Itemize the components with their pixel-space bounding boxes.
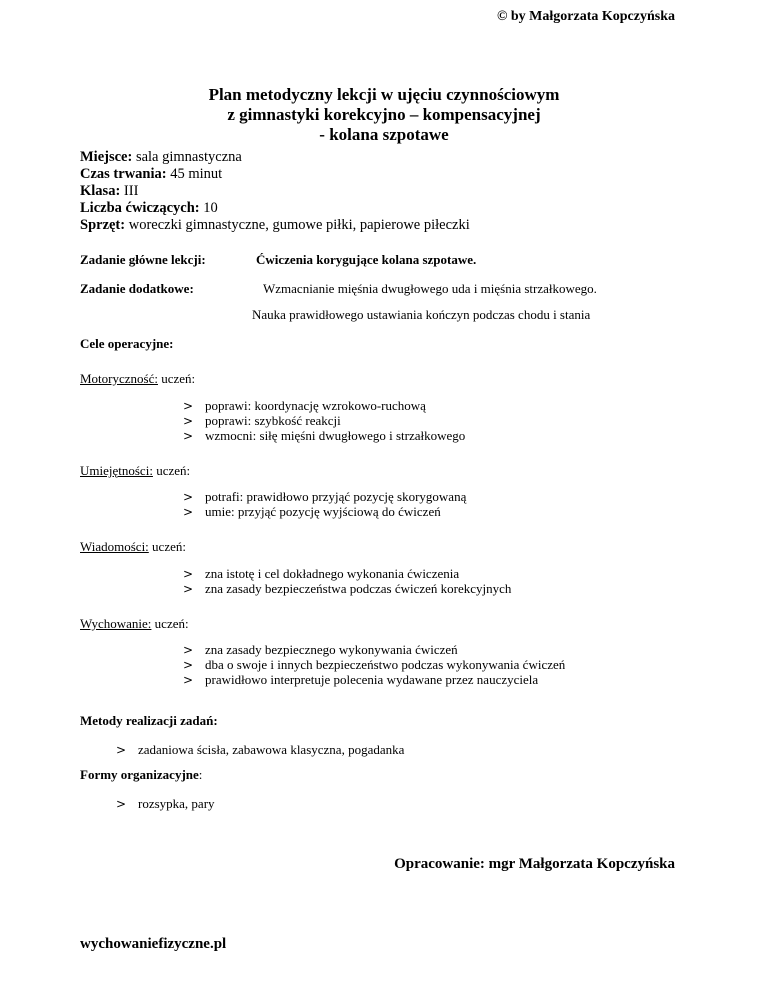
list-item-text: prawidłowo interpretuje polecenia wydawane przez nauczyciela	[205, 672, 539, 687]
info-value: 45 minut	[166, 166, 223, 182]
info-value: woreczki gimnastyczne, gumowe piłki, papierowe piłeczki	[125, 217, 470, 233]
group-motor-heading	[80, 371, 195, 387]
extra-task-value-2: Nauka prawidłowego ustawiania kończyn podczas chodu i stania	[252, 307, 591, 322]
list-item-text: poprawi: szybkość reakcji	[205, 413, 341, 428]
title-line-2: z gimnastyki korekcyjno – kompensacyjnej	[227, 105, 541, 124]
info-label: Czas trwania:	[80, 166, 167, 182]
bullet-arrow-icon: >	[183, 505, 194, 519]
list-item	[183, 413, 341, 429]
main-task-label: Zadanie główne lekcji:	[80, 252, 206, 267]
info-label: Sprzęt:	[80, 217, 126, 233]
list-item-text: potrafi: prawidłowo przyjąć pozycję skorygowaną	[205, 489, 467, 504]
info-label: Klasa:	[80, 183, 121, 199]
list-item	[183, 672, 538, 688]
list-item-text: zadaniowa ścisła, zabawowa klasyczna, pogadanka	[138, 742, 405, 757]
info-label: Liczba ćwiczących:	[80, 200, 200, 216]
info-duration	[80, 166, 222, 183]
list-item-text: dba o swoje i innych bezpieczeństwo podczas wykonywania ćwiczeń	[205, 657, 566, 672]
list-item	[183, 398, 426, 414]
info-value: III	[120, 183, 139, 199]
list-item	[183, 428, 465, 444]
author-signature: Opracowanie: mgr Małgorzata Kopczyńska	[394, 856, 675, 872]
bullet-arrow-icon: >	[116, 743, 127, 757]
group-skills-heading	[80, 463, 190, 479]
bullet-arrow-icon: >	[116, 797, 127, 811]
forms-heading-text: Formy organizacyjne	[80, 767, 199, 782]
list-item-text: zna zasady bezpiecznego wykonywania ćwiczeń	[205, 642, 458, 657]
info-place	[80, 149, 242, 166]
list-item-text: umie: przyjąć pozycję wyjściową do ćwiczeń	[205, 504, 441, 519]
list-item-text: poprawi: koordynację wzrokowo-ruchową	[205, 398, 426, 413]
list-item-text: zna istotę i cel dokładnego wykonania ćwiczenia	[205, 566, 460, 581]
list-item	[183, 489, 466, 505]
group-label: Umiejętności:	[80, 463, 153, 478]
list-item-text: wzmocni: siłę mięśni dwugłowego i strzałkowego	[205, 428, 466, 443]
info-participants	[80, 200, 218, 217]
info-equipment	[80, 217, 470, 234]
list-item-text: zna zasady bezpieczeństwa podczas ćwiczeń korekcyjnych	[205, 581, 512, 596]
bullet-arrow-icon: >	[183, 643, 194, 657]
bullet-arrow-icon: >	[183, 658, 194, 672]
title-line-1: Plan metodyczny lekcji w ujęciu czynnościowym	[208, 85, 560, 104]
bullet-arrow-icon: >	[183, 673, 194, 687]
bullet-arrow-icon: >	[183, 429, 194, 443]
list-item-text: rozsypka, pary	[138, 796, 215, 811]
group-suffix: uczeń:	[157, 371, 196, 386]
info-value: 10	[199, 200, 218, 216]
main-task-value: Ćwiczenia korygujące kolana szpotawe.	[256, 252, 477, 267]
bullet-arrow-icon: >	[183, 414, 194, 428]
copyright-notice: © by Małgorzata Kopczyńska	[496, 9, 675, 24]
list-item	[183, 657, 565, 673]
extra-task-label: Zadanie dodatkowe:	[80, 281, 194, 296]
extra-task-value-1: Wzmacnianie mięśnia dwugłowego uda i mięśnia strzałkowego.	[263, 281, 597, 296]
bullet-arrow-icon: >	[183, 399, 194, 413]
list-item	[183, 581, 511, 597]
list-item	[183, 504, 441, 520]
list-item	[183, 642, 458, 658]
group-suffix: uczeń:	[151, 616, 189, 631]
group-suffix: uczeń:	[152, 463, 191, 478]
info-class	[80, 183, 138, 200]
group-label: Wiadomości:	[80, 539, 149, 554]
bullet-arrow-icon: >	[183, 567, 194, 581]
bullet-arrow-icon: >	[183, 490, 194, 504]
bullet-arrow-icon: >	[183, 582, 194, 596]
group-knowledge-heading	[80, 539, 186, 555]
group-upbringing-heading	[80, 616, 189, 632]
forms-heading-colon: :	[198, 767, 203, 782]
list-item	[116, 796, 215, 812]
group-label: Motoryczność:	[80, 371, 158, 386]
forms-heading	[80, 767, 202, 783]
info-label: Miejsce:	[80, 149, 133, 165]
group-label: Wychowanie:	[80, 616, 152, 631]
group-suffix: uczeń:	[148, 539, 186, 554]
goals-heading: Cele operacyjne:	[80, 336, 174, 351]
methods-heading: Metody realizacji zadań:	[80, 713, 218, 728]
footer-site: wychowaniefizyczne.pl	[80, 936, 227, 952]
title-line-3: - kolana szpotawe	[319, 125, 449, 144]
list-item	[116, 742, 404, 758]
list-item	[183, 566, 459, 582]
info-value: sala gimnastyczna	[132, 149, 242, 165]
